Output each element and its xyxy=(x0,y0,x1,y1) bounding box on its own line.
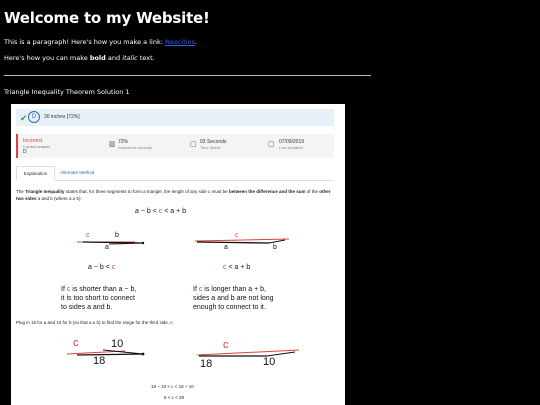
date-stat xyxy=(279,139,304,150)
stats-panel xyxy=(16,134,334,158)
expl-t1: The xyxy=(16,189,24,194)
solution-card xyxy=(11,104,345,405)
fig1-caption-line3: to sides a and b. xyxy=(61,304,113,311)
page-title: Welcome to my Website! xyxy=(4,9,210,27)
fig2-caption-line1 xyxy=(193,285,274,294)
paragraph-2-before: Here's how you can make xyxy=(4,54,88,62)
bar-chart-icon: ▥ xyxy=(109,141,116,148)
neocities-link[interactable]: Neocities xyxy=(165,38,195,46)
fig4-right-label: 10 xyxy=(263,356,276,368)
expl-between: between the difference and the sum xyxy=(228,189,306,194)
explanation-text xyxy=(16,188,336,202)
italic-text: italic xyxy=(122,54,138,62)
expl-t4: of the xyxy=(306,189,318,194)
fig2-c-label: c xyxy=(235,232,239,239)
correct-answer-value: D xyxy=(23,149,27,155)
fig2-caption-line3: enough to connect to it. xyxy=(193,304,266,311)
segment-a xyxy=(197,242,269,243)
ineq-left: a − b < xyxy=(135,208,157,215)
fig2-cap2: is longer than a + b, xyxy=(204,286,266,293)
figure-short-c xyxy=(73,230,153,256)
fig1-rel-left: a − b < xyxy=(88,264,110,271)
plug-in-text: Plug in 18 for a and 10 for b (so that a ≥ b) to find the range for the third side, c: xyxy=(16,320,174,325)
status-label: Incorrect xyxy=(23,138,43,144)
paragraph-1-text: This is a paragraph! Here's how you make a link: xyxy=(4,38,163,46)
answer-choice-badge: D xyxy=(28,111,40,123)
fig1-a-label: a xyxy=(105,244,109,251)
tab-bar xyxy=(16,166,334,181)
answer-text: 30 inches [72%] xyxy=(44,114,80,120)
fig3-top-label: 10 xyxy=(111,338,124,350)
time-value: 03 Seconds xyxy=(200,139,227,145)
fig2-caption xyxy=(193,285,274,312)
bold-text: bold xyxy=(89,54,106,62)
tab-explanation[interactable]: Explanation xyxy=(16,166,55,181)
fig2-b-label: b xyxy=(273,244,277,251)
time-label: Time Spent xyxy=(200,145,221,150)
fig1-rel-c: c xyxy=(111,264,116,271)
fig1-relation xyxy=(88,264,115,271)
fig1-cap-c: c xyxy=(66,286,71,293)
fig3-c-label: c xyxy=(73,337,79,349)
paragraph-1 xyxy=(4,38,197,46)
vertex-point xyxy=(142,353,145,356)
ineq-c: c xyxy=(158,208,163,215)
fig2-rel-right: < a + b xyxy=(228,264,251,271)
expl-t3: must be xyxy=(211,189,228,194)
paragraph-2-after: text. xyxy=(139,54,155,62)
fig1-caption-line1 xyxy=(61,285,136,294)
check-icon: ✔ xyxy=(20,113,28,123)
vertex-point xyxy=(142,242,144,244)
fig4-c-label: c xyxy=(223,339,229,351)
fig2-a-label: a xyxy=(224,244,228,251)
paragraph-1-end: . xyxy=(194,38,198,46)
answer-bar xyxy=(16,109,334,126)
correct-answer-label: Correct answer xyxy=(23,144,51,149)
inequality-main xyxy=(135,208,186,215)
range-line-2: 8 < c < 28 xyxy=(164,395,185,400)
date-label: Last Updated xyxy=(279,145,303,150)
fig1-cap2: is shorter than a − b, xyxy=(72,286,137,293)
expl-theorem: Triangle Inequality xyxy=(25,189,65,194)
range-line-1: 18 − 10 < c < 18 + 10 xyxy=(151,384,194,389)
fig2-rel-c: c xyxy=(223,264,227,271)
ineq-right: < a + b xyxy=(164,208,186,215)
expl-t2: states that, for three segments to form a triangle, the length of any side xyxy=(65,189,207,194)
paragraph-2 xyxy=(4,54,155,62)
solution-title: Triangle Inequality Theorem Solution 1 xyxy=(4,88,130,96)
fig1-caption xyxy=(61,285,136,312)
fig3-bottom-label: 18 xyxy=(93,355,106,367)
fig4-left-label: 18 xyxy=(200,358,213,370)
percent-label: Answered correctly xyxy=(118,145,153,150)
calendar-icon: ▢ xyxy=(268,141,275,148)
paragraph-2-and: and xyxy=(107,54,121,62)
segment-b xyxy=(269,240,285,243)
percent-stat xyxy=(118,139,152,150)
clock-icon: ▢ xyxy=(190,141,197,148)
fig1-cap1: If xyxy=(61,286,65,293)
status-indicator xyxy=(16,134,18,158)
segment-18 xyxy=(77,354,143,355)
divider xyxy=(4,75,371,76)
fig2-caption-line2: sides a and b are not long xyxy=(193,295,274,302)
tab-alternate-method[interactable]: Alternate Method xyxy=(60,170,95,175)
date-value: 07/09/2019 xyxy=(279,139,305,145)
fig2-cap1: If xyxy=(193,286,197,293)
time-stat xyxy=(200,139,226,150)
figure-long-c xyxy=(189,230,299,256)
fig2-cap-c: c xyxy=(198,286,203,293)
expl-other: other two sides xyxy=(16,189,331,201)
fig2-relation xyxy=(223,264,250,271)
segment-c xyxy=(197,350,299,355)
fig1-b-label: b xyxy=(115,232,119,239)
segment-c xyxy=(195,239,289,241)
expl-t5: a and b (where a ≥ b): xyxy=(37,196,82,201)
percent-value: 72% xyxy=(118,139,129,145)
fig1-caption-line2: it is too short to connect xyxy=(61,295,135,302)
fig1-c-label: c xyxy=(86,232,90,239)
expl-c: c xyxy=(208,189,211,194)
